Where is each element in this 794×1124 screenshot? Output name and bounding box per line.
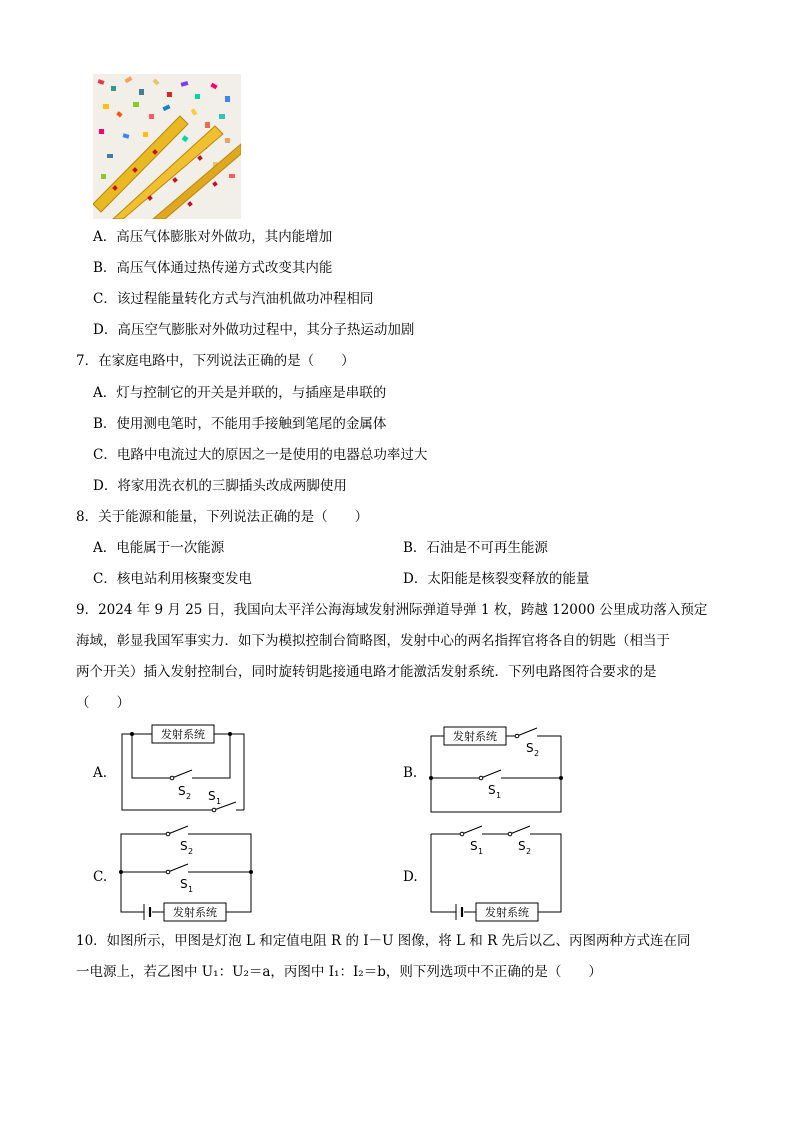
q8-option-c[interactable]: C．核电站利用核聚变发电 <box>93 571 252 587</box>
circuit-b[interactable] <box>426 722 566 817</box>
circuit-d-s2-sub: 2 <box>526 847 532 856</box>
confetti-cannon-photo <box>93 74 241 219</box>
q7-option-c[interactable]: C．电路中电流过大的原因之一是使用的电器总功率过大 <box>93 447 428 463</box>
circuit-a[interactable] <box>118 720 248 815</box>
q8-stem: 8．关于能源和能量，下列说法正确的是（ ） <box>76 509 369 525</box>
circuit-c-s2-sub: 2 <box>188 847 194 856</box>
circuit-c-s1-sub: 1 <box>188 885 194 894</box>
q9-option-d-label[interactable]: D. <box>403 869 418 885</box>
q8-option-a[interactable]: A．电能属于一次能源 <box>93 540 225 556</box>
circuit-d[interactable] <box>426 824 571 926</box>
circuit-c-s2: S <box>180 839 188 853</box>
q6-option-a[interactable]: A．高压气体膨胀对外做功，其内能增加 <box>93 229 333 245</box>
q9-stem-line-4: （ ） <box>76 695 130 711</box>
q9-option-c-label[interactable]: C. <box>93 869 108 885</box>
q9-stem-line-3: 两个开关）插入发射控制台，同时旋转钥匙接通电路才能激活发射系统．下列电路图符合要求的是 <box>76 664 657 680</box>
circuit-b-s1: S <box>488 783 496 797</box>
q7-option-d[interactable]: D．将家用洗衣机的三脚插头改成两脚使用 <box>93 478 347 494</box>
q9-option-b-label[interactable]: B. <box>403 765 418 781</box>
q7-stem: 7．在家庭电路中，下列说法正确的是（ ） <box>76 353 355 369</box>
circuit-a-s1: S <box>208 789 216 803</box>
q6-option-c[interactable]: C．该过程能量转化方式与汽油机做功冲程相同 <box>93 291 374 307</box>
q7-option-a[interactable]: A．灯与控制它的开关是并联的，与插座是串联的 <box>93 385 387 401</box>
circuit-c-s1: S <box>180 877 188 891</box>
circuit-a-s2: S <box>178 784 186 798</box>
circuit-d-s1-sub: 1 <box>478 847 484 856</box>
q6-option-d[interactable]: D．高压空气膨胀对外做功过程中，其分子热运动加剧 <box>93 322 415 338</box>
q10-stem-line-1: 10．如图所示，甲图是灯泡 L 和定值电阻 R 的 I－U 图像，将 L 和 R 先后以乙、丙图两种方式连在同 <box>76 933 691 949</box>
circuit-a-s2-sub: 2 <box>186 792 192 801</box>
circuit-d-s2: S <box>518 839 526 853</box>
q9-option-a-label[interactable]: A. <box>93 765 108 781</box>
circuit-a-box-label: 发射系统 <box>161 728 205 741</box>
circuit-b-box-label: 发射系统 <box>453 730 497 743</box>
circuit-a-s1-sub: 1 <box>216 797 222 806</box>
q7-option-b[interactable]: B．使用测电笔时，不能用手接触到笔尾的金属体 <box>93 416 387 432</box>
q6-option-b[interactable]: B．高压气体通过热传递方式改变其内能 <box>93 260 333 276</box>
circuit-d-box-label: 发射系统 <box>485 906 529 919</box>
circuit-d-s1: S <box>470 839 478 853</box>
q9-stem-line-1: 9．2024 年 9 月 25 日，我国向太平洋公海海域发射洲际弹道导弹 1 枚，跨越 12000 公里成功落入预定 <box>76 602 708 618</box>
circuit-c-box-label: 发射系统 <box>173 906 217 919</box>
circuit-b-s1-sub: 1 <box>496 791 502 800</box>
q8-option-b[interactable]: B．石油是不可再生能源 <box>403 540 548 556</box>
q8-option-d[interactable]: D．太阳能是核裂变释放的能量 <box>403 571 590 587</box>
q9-stem-line-2: 海域，彰显我国军事实力．如下为模拟控制台简略图，发射中心的两名指挥官将各自的钥匙（相当于 <box>76 633 670 649</box>
circuit-c[interactable] <box>116 824 256 926</box>
circuit-b-s2: S <box>526 741 534 755</box>
q10-stem-line-2: 一电源上，若乙图中 U₁：U₂＝a，丙图中 I₁：I₂＝b，则下列选项中不正确的是（ ） <box>76 964 602 980</box>
circuit-b-s2-sub: 2 <box>534 749 540 758</box>
